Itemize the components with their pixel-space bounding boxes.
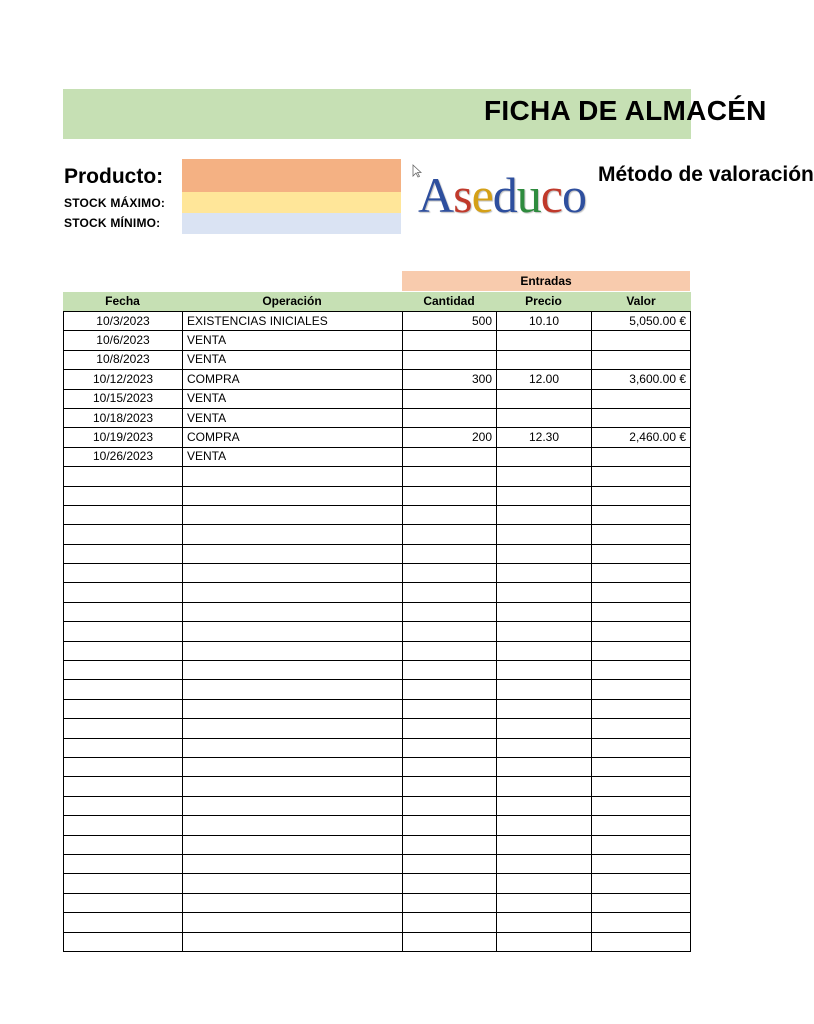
cell-fecha[interactable] bbox=[64, 796, 183, 815]
cell-fecha[interactable] bbox=[64, 486, 183, 505]
cell-precio[interactable] bbox=[497, 467, 592, 486]
cell-valor[interactable] bbox=[592, 602, 691, 621]
cell-valor[interactable] bbox=[592, 622, 691, 641]
cell-operacion[interactable] bbox=[183, 757, 403, 776]
cell-valor[interactable] bbox=[592, 738, 691, 757]
cell-cantidad[interactable] bbox=[403, 757, 497, 776]
stock-minimo-label: STOCK MÍNIMO: bbox=[64, 216, 161, 230]
cell-precio[interactable] bbox=[497, 447, 592, 466]
cell-cantidad[interactable] bbox=[403, 796, 497, 815]
cell-valor[interactable] bbox=[592, 874, 691, 893]
cell-precio[interactable] bbox=[497, 544, 592, 563]
logo-letter: A bbox=[418, 167, 454, 223]
cell-precio[interactable] bbox=[497, 699, 592, 718]
logo-letter: s bbox=[453, 167, 472, 223]
cell-fecha[interactable] bbox=[64, 913, 183, 932]
cell-operacion[interactable] bbox=[183, 583, 403, 602]
cell-cantidad[interactable] bbox=[403, 932, 497, 951]
table-row bbox=[64, 854, 691, 873]
table-row bbox=[64, 331, 691, 350]
cell-operacion[interactable] bbox=[183, 467, 403, 486]
table-row bbox=[64, 699, 691, 718]
cell-cantidad[interactable] bbox=[403, 350, 497, 369]
cell-cantidad[interactable] bbox=[403, 486, 497, 505]
cell-precio[interactable]: 12.00 bbox=[497, 370, 592, 389]
cell-precio[interactable] bbox=[497, 583, 592, 602]
cell-cantidad[interactable] bbox=[403, 816, 497, 835]
aseduco-logo bbox=[412, 164, 594, 224]
table-row bbox=[64, 350, 691, 369]
sheet-title: FICHA DE ALMACÉN bbox=[484, 95, 767, 126]
table-row bbox=[64, 370, 691, 389]
cell-valor[interactable] bbox=[592, 661, 691, 680]
table-row bbox=[64, 816, 691, 835]
table-row bbox=[64, 312, 691, 331]
cell-valor[interactable]: 3,600.00 € bbox=[592, 370, 691, 389]
cell-fecha[interactable]: 10/3/2023 bbox=[64, 312, 183, 331]
cell-cantidad[interactable] bbox=[403, 583, 497, 602]
table-row bbox=[64, 913, 691, 932]
cell-fecha[interactable] bbox=[64, 602, 183, 621]
col-header-fecha: Fecha bbox=[105, 294, 140, 308]
table-row bbox=[64, 408, 691, 427]
cell-valor[interactable] bbox=[592, 467, 691, 486]
cell-precio[interactable] bbox=[497, 796, 592, 815]
cell-fecha[interactable]: 10/19/2023 bbox=[64, 428, 183, 447]
cell-valor[interactable] bbox=[592, 486, 691, 505]
cell-fecha[interactable] bbox=[64, 544, 183, 563]
cell-valor[interactable]: 5,050.00 € bbox=[592, 312, 691, 331]
table-row bbox=[64, 796, 691, 815]
cell-valor[interactable] bbox=[592, 835, 691, 854]
cell-precio[interactable] bbox=[497, 389, 592, 408]
cell-operacion[interactable] bbox=[183, 854, 403, 873]
cell-cantidad[interactable] bbox=[403, 874, 497, 893]
cell-precio[interactable] bbox=[497, 719, 592, 738]
cell-fecha[interactable] bbox=[64, 893, 183, 912]
cell-valor[interactable] bbox=[592, 583, 691, 602]
cell-cantidad[interactable] bbox=[403, 777, 497, 796]
table-row bbox=[64, 467, 691, 486]
table-row bbox=[64, 757, 691, 776]
table-row bbox=[64, 874, 691, 893]
cell-operacion[interactable]: COMPRA bbox=[183, 370, 403, 389]
cell-fecha[interactable] bbox=[64, 622, 183, 641]
cell-valor[interactable] bbox=[592, 932, 691, 951]
cell-precio[interactable] bbox=[497, 564, 592, 583]
cell-precio[interactable] bbox=[497, 331, 592, 350]
table-row bbox=[64, 602, 691, 621]
cell-cantidad[interactable] bbox=[403, 544, 497, 563]
cell-fecha[interactable]: 10/12/2023 bbox=[64, 370, 183, 389]
cell-precio[interactable] bbox=[497, 408, 592, 427]
cell-precio[interactable] bbox=[497, 913, 592, 932]
cell-cantidad[interactable] bbox=[403, 699, 497, 718]
cell-precio[interactable] bbox=[497, 486, 592, 505]
cell-fecha[interactable]: 10/26/2023 bbox=[64, 447, 183, 466]
cell-precio[interactable] bbox=[497, 777, 592, 796]
cell-operacion[interactable] bbox=[183, 796, 403, 815]
cell-valor[interactable] bbox=[592, 893, 691, 912]
cell-fecha[interactable] bbox=[64, 583, 183, 602]
table-row bbox=[64, 893, 691, 912]
cell-precio[interactable] bbox=[497, 622, 592, 641]
cell-cantidad[interactable] bbox=[403, 738, 497, 757]
col-header-cantidad: Cantidad bbox=[423, 294, 475, 308]
cell-operacion[interactable] bbox=[183, 661, 403, 680]
cell-valor[interactable] bbox=[592, 525, 691, 544]
cell-precio[interactable]: 10.10 bbox=[497, 312, 592, 331]
table-row bbox=[64, 932, 691, 951]
cell-valor[interactable] bbox=[592, 447, 691, 466]
cell-operacion[interactable] bbox=[183, 874, 403, 893]
cell-valor[interactable] bbox=[592, 719, 691, 738]
cell-precio[interactable] bbox=[497, 525, 592, 544]
cell-operacion[interactable]: VENTA bbox=[183, 331, 403, 350]
cell-fecha[interactable]: 10/8/2023 bbox=[64, 350, 183, 369]
stock-minimo-input-cell[interactable] bbox=[182, 213, 401, 234]
cell-operacion[interactable]: EXISTENCIAS INICIALES bbox=[183, 312, 403, 331]
cell-valor[interactable] bbox=[592, 331, 691, 350]
cell-precio[interactable] bbox=[497, 661, 592, 680]
cell-cantidad[interactable] bbox=[403, 835, 497, 854]
cell-operacion[interactable] bbox=[183, 486, 403, 505]
table-row bbox=[64, 447, 691, 466]
cell-cantidad[interactable] bbox=[403, 602, 497, 621]
metodo-label-clip bbox=[598, 163, 814, 195]
cell-cantidad[interactable] bbox=[403, 447, 497, 466]
cell-valor[interactable] bbox=[592, 641, 691, 660]
cell-operacion[interactable] bbox=[183, 893, 403, 912]
col-header-operacion: Operación bbox=[262, 294, 322, 308]
cell-fecha[interactable] bbox=[64, 505, 183, 524]
cell-fecha[interactable] bbox=[64, 932, 183, 951]
column-header-row bbox=[63, 292, 691, 311]
cell-valor[interactable] bbox=[592, 389, 691, 408]
cell-fecha[interactable] bbox=[64, 699, 183, 718]
cell-cantidad[interactable] bbox=[403, 641, 497, 660]
logo-letter: e bbox=[471, 167, 493, 223]
metodo-label: Método de valoración bbox=[598, 163, 814, 186]
cell-fecha[interactable] bbox=[64, 641, 183, 660]
cell-operacion[interactable] bbox=[183, 544, 403, 563]
table-row bbox=[64, 738, 691, 757]
cell-precio[interactable]: 12.30 bbox=[497, 428, 592, 447]
col-header-valor: Valor bbox=[626, 294, 656, 308]
cell-cantidad[interactable] bbox=[403, 389, 497, 408]
cell-operacion[interactable] bbox=[183, 564, 403, 583]
cell-cantidad[interactable]: 500 bbox=[403, 312, 497, 331]
cell-operacion[interactable]: VENTA bbox=[183, 350, 403, 369]
cell-operacion[interactable]: COMPRA bbox=[183, 428, 403, 447]
cell-operacion[interactable] bbox=[183, 699, 403, 718]
cell-cantidad[interactable] bbox=[403, 564, 497, 583]
table-row bbox=[64, 486, 691, 505]
cell-operacion[interactable] bbox=[183, 816, 403, 835]
cell-valor[interactable] bbox=[592, 777, 691, 796]
stock-maximo-input-cell[interactable] bbox=[182, 192, 401, 213]
title-band bbox=[63, 89, 767, 139]
cell-fecha[interactable] bbox=[64, 874, 183, 893]
cell-valor[interactable] bbox=[592, 757, 691, 776]
cell-valor[interactable] bbox=[592, 408, 691, 427]
cell-fecha[interactable] bbox=[64, 661, 183, 680]
cell-operacion[interactable]: VENTA bbox=[183, 389, 403, 408]
cell-fecha[interactable]: 10/18/2023 bbox=[64, 408, 183, 427]
cell-operacion[interactable] bbox=[183, 932, 403, 951]
table-row bbox=[64, 641, 691, 660]
cell-fecha[interactable] bbox=[64, 738, 183, 757]
cell-valor[interactable] bbox=[592, 564, 691, 583]
cell-cantidad[interactable]: 300 bbox=[403, 370, 497, 389]
cell-precio[interactable] bbox=[497, 602, 592, 621]
cell-valor[interactable] bbox=[592, 350, 691, 369]
movements-table bbox=[63, 311, 691, 952]
cell-fecha[interactable] bbox=[64, 467, 183, 486]
cell-operacion[interactable]: VENTA bbox=[183, 447, 403, 466]
table-row bbox=[64, 505, 691, 524]
logo-letter: d bbox=[492, 167, 517, 223]
cell-precio[interactable] bbox=[497, 932, 592, 951]
table-row bbox=[64, 661, 691, 680]
cell-cantidad[interactable] bbox=[403, 622, 497, 641]
cell-operacion[interactable] bbox=[183, 738, 403, 757]
table-row bbox=[64, 622, 691, 641]
cell-valor[interactable] bbox=[592, 913, 691, 932]
cell-fecha[interactable] bbox=[64, 777, 183, 796]
cell-operacion[interactable] bbox=[183, 622, 403, 641]
cell-fecha[interactable] bbox=[64, 680, 183, 699]
table-row bbox=[64, 564, 691, 583]
cell-precio[interactable] bbox=[497, 757, 592, 776]
cell-precio[interactable] bbox=[497, 854, 592, 873]
cell-precio[interactable] bbox=[497, 893, 592, 912]
cell-fecha[interactable]: 10/15/2023 bbox=[64, 389, 183, 408]
cell-cantidad[interactable] bbox=[403, 719, 497, 738]
cell-cantidad[interactable] bbox=[403, 408, 497, 427]
table-row bbox=[64, 680, 691, 699]
cell-cantidad[interactable] bbox=[403, 331, 497, 350]
cell-operacion[interactable] bbox=[183, 835, 403, 854]
cell-fecha[interactable] bbox=[64, 757, 183, 776]
producto-input-cell[interactable] bbox=[182, 159, 401, 192]
cell-precio[interactable] bbox=[497, 505, 592, 524]
cell-operacion[interactable] bbox=[183, 913, 403, 932]
cell-precio[interactable] bbox=[497, 835, 592, 854]
cell-cantidad[interactable] bbox=[403, 525, 497, 544]
table-row bbox=[64, 835, 691, 854]
table-row bbox=[64, 583, 691, 602]
cell-precio[interactable] bbox=[497, 680, 592, 699]
logo-letter: o bbox=[561, 167, 586, 223]
cell-cantidad[interactable] bbox=[403, 680, 497, 699]
cell-operacion[interactable] bbox=[183, 602, 403, 621]
table-row bbox=[64, 719, 691, 738]
cell-operacion[interactable] bbox=[183, 525, 403, 544]
cell-operacion[interactable] bbox=[183, 680, 403, 699]
cell-fecha[interactable] bbox=[64, 564, 183, 583]
cell-operacion[interactable] bbox=[183, 505, 403, 524]
cell-valor[interactable] bbox=[592, 699, 691, 718]
cell-operacion[interactable] bbox=[183, 719, 403, 738]
cell-valor[interactable] bbox=[592, 505, 691, 524]
table-row bbox=[64, 777, 691, 796]
entradas-group-header: Entradas bbox=[402, 271, 690, 291]
cell-precio[interactable] bbox=[497, 874, 592, 893]
cell-valor[interactable] bbox=[592, 796, 691, 815]
table-row bbox=[64, 544, 691, 563]
table-row bbox=[64, 389, 691, 408]
cell-cantidad[interactable] bbox=[403, 893, 497, 912]
cell-valor[interactable] bbox=[592, 680, 691, 699]
logo-wordmark bbox=[418, 166, 586, 224]
table-row bbox=[64, 525, 691, 544]
cell-cantidad[interactable] bbox=[403, 505, 497, 524]
cell-fecha[interactable] bbox=[64, 719, 183, 738]
logo-letter: c bbox=[540, 167, 562, 223]
cell-valor[interactable] bbox=[592, 854, 691, 873]
table-row bbox=[64, 428, 691, 447]
cell-cantidad[interactable] bbox=[403, 661, 497, 680]
cell-fecha[interactable] bbox=[64, 854, 183, 873]
logo-letter: u bbox=[516, 167, 541, 223]
cell-precio[interactable] bbox=[497, 738, 592, 757]
cell-precio[interactable] bbox=[497, 816, 592, 835]
cell-cantidad[interactable] bbox=[403, 467, 497, 486]
col-header-precio: Precio bbox=[525, 294, 562, 308]
producto-label: Producto: bbox=[64, 165, 164, 188]
cell-cantidad[interactable] bbox=[403, 913, 497, 932]
stock-maximo-label: STOCK MÁXIMO: bbox=[64, 196, 166, 210]
cell-precio[interactable] bbox=[497, 641, 592, 660]
cell-fecha[interactable]: 10/6/2023 bbox=[64, 331, 183, 350]
cell-operacion[interactable] bbox=[183, 641, 403, 660]
cell-operacion[interactable] bbox=[183, 777, 403, 796]
cell-cantidad[interactable]: 200 bbox=[403, 428, 497, 447]
cell-valor[interactable] bbox=[592, 544, 691, 563]
cell-precio[interactable] bbox=[497, 350, 592, 369]
cell-valor[interactable] bbox=[592, 816, 691, 835]
cell-fecha[interactable] bbox=[64, 835, 183, 854]
cell-operacion[interactable]: VENTA bbox=[183, 408, 403, 427]
cell-fecha[interactable] bbox=[64, 816, 183, 835]
cell-cantidad[interactable] bbox=[403, 854, 497, 873]
cell-valor[interactable]: 2,460.00 € bbox=[592, 428, 691, 447]
cell-fecha[interactable] bbox=[64, 525, 183, 544]
